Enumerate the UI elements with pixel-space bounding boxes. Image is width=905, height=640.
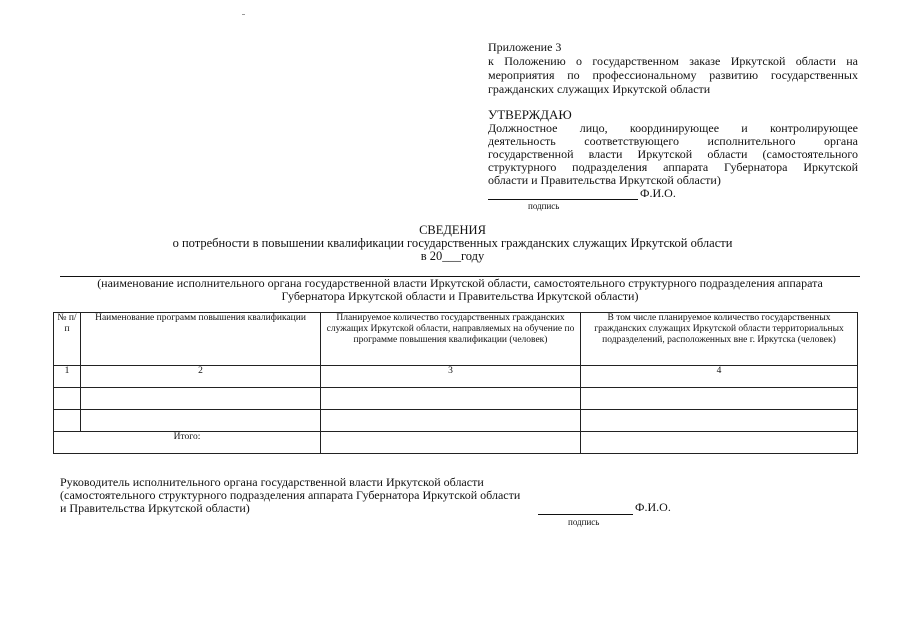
- head-title-line: (самостоятельного структурного подразделения аппарата Губернатора Иркутской области: [60, 488, 521, 502]
- table-cell: [81, 410, 321, 432]
- approval-line: Должностное лицо, координирующее и контролирующее: [488, 121, 858, 135]
- scan-mark: [242, 14, 245, 15]
- approval-block: [488, 108, 858, 213]
- table-cell: [54, 410, 81, 432]
- table-header-row: [54, 313, 858, 366]
- table-cell: [81, 388, 321, 410]
- signature-line: [538, 504, 633, 515]
- approval-signature-row: [488, 187, 858, 200]
- table-row: [54, 388, 858, 410]
- head-fio: Ф.И.О.: [635, 500, 671, 514]
- header-cell-territorial: В том числе планируемое количество государственных гражданских служащих Иркутской области территориальных подразделений, расположенных вне г. Иркутска (человек): [581, 313, 858, 366]
- table-row: [54, 410, 858, 432]
- approval-line: деятельность соответствующего исполнительного органа: [488, 134, 858, 148]
- signature-line: [488, 189, 638, 200]
- head-signature-block: [60, 476, 560, 515]
- table-cell: [581, 388, 858, 410]
- head-signature-caption: подпись: [568, 517, 600, 527]
- table-cell: [54, 388, 81, 410]
- appendix-block: [488, 40, 858, 96]
- head-title-line: и Правительства Иркутской области): [60, 501, 250, 515]
- appendix-number: Приложение 3: [488, 40, 562, 54]
- table-total-row: [54, 432, 858, 454]
- header-cell-planned: Планируемое количество государственных гражданских служащих Иркутской области, направляемых на обучение по программе повышения квалификации (человек): [321, 313, 581, 366]
- table-column-numbers-row: [54, 366, 858, 388]
- title-subject: о потребности в повышении квалификации государственных гражданских служащих Иркутской области: [172, 236, 733, 250]
- approval-fio: Ф.И.О.: [640, 186, 676, 200]
- table-cell: [581, 432, 858, 454]
- column-number: 2: [81, 366, 321, 388]
- appendix-line: гражданских служащих Иркутской области: [488, 82, 711, 96]
- org-caption-line: (наименование исполнительного органа государственной власти Иркутской области, самостоятельного структурного подразделения аппарата: [97, 276, 823, 290]
- header-cell-program: Наименование программ повышения квалификации: [81, 313, 321, 366]
- title-year: в 20___году: [420, 249, 485, 263]
- table-cell: [321, 388, 581, 410]
- needs-table: [53, 312, 858, 454]
- table-cell: [321, 410, 581, 432]
- appendix-line: к Положению о государственном заказе Иркутской области на: [488, 54, 858, 68]
- approval-line: области и Правительства Иркутской области): [488, 173, 721, 187]
- column-number: 4: [581, 366, 858, 388]
- approval-signature-caption: подпись: [528, 201, 560, 211]
- document-title: [0, 224, 905, 263]
- column-number: 3: [321, 366, 581, 388]
- approval-heading: УТВЕРЖДАЮ: [488, 107, 572, 122]
- org-name-caption: [60, 277, 860, 303]
- approval-line: структурного подразделения аппарата Губернатора Иркутской: [488, 160, 858, 174]
- head-signature-row: [538, 500, 671, 527]
- header-cell-number: № п/п: [54, 313, 81, 366]
- column-number: 1: [54, 366, 81, 388]
- table-cell: [581, 410, 858, 432]
- org-caption-line: Губернатора Иркутской области и Правительства Иркутской области): [281, 289, 639, 303]
- appendix-line: мероприятия по профессиональному развитию государственных: [488, 68, 858, 82]
- total-label: Итого:: [54, 432, 321, 454]
- head-title-line: Руководитель исполнительного органа государственной власти Иркутской области: [60, 475, 484, 489]
- title-heading: СВЕДЕНИЯ: [419, 223, 486, 237]
- table-cell: [321, 432, 581, 454]
- approval-line: государственной власти Иркутской области (самостоятельного: [488, 147, 858, 161]
